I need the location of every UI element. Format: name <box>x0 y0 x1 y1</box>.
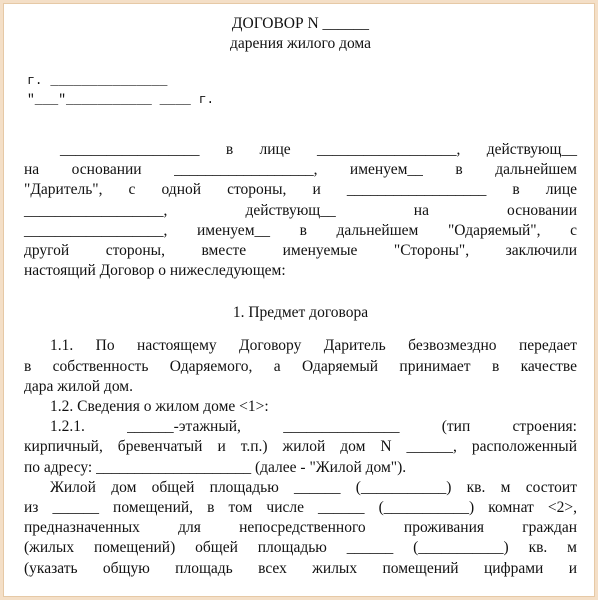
clause-line: 1.1. По настоящему Договору Даритель безвозмездно передает <box>50 337 577 355</box>
clause-line: предназначенных для непосредственного проживания граждан <box>24 519 577 537</box>
intro-line: настоящий Договор о нижеследующем: <box>24 262 286 280</box>
clause-line: 1.2. Сведения о жилом доме <1>: <box>50 398 269 416</box>
clause-1-2 <box>24 397 577 417</box>
clause-line: Жилой дом общей площадью ______ (___________) кв. м состоит <box>50 478 577 496</box>
house-area-paragraph <box>24 478 577 579</box>
clause-line: 1.2.1. ______-этажный, _______________ (тип строения: <box>50 418 577 436</box>
date-line: "___"___________ ____ г. <box>27 92 215 107</box>
clause-line: (указать общую площадь всех жилых помещений цифрами и <box>24 559 577 577</box>
clause-1-2-1 <box>24 417 577 478</box>
intro-line: __________________ в лице __________________, действующ__ <box>60 141 577 158</box>
place-line: г. _______________ <box>27 73 168 88</box>
intro-line: "Даритель", с одной стороны, и __________________ в лице <box>24 181 577 199</box>
clause-line: дара жилой дом. <box>24 377 133 395</box>
clause-line: по адресу: ____________________ (далее - "Жилой дом"). <box>24 458 407 476</box>
clause-line: (жилых помещений) общей площадью ______ (___________) кв. м <box>24 539 577 557</box>
document-page <box>3 3 595 597</box>
intro-line: __________________, именуем__ в дальнейшем "Одаряемый", с <box>24 221 577 239</box>
clause-line: из ______ помещений, в том числе ______ (___________) комнат <2>, <box>24 499 577 517</box>
intro-line: __________________, действующ__ на основании <box>24 201 577 219</box>
place-date-block <box>24 71 577 109</box>
contract-subtitle: дарения жилого дома <box>230 35 371 52</box>
clause-1-1 <box>24 336 577 397</box>
intro-line: другой стороны, вместе именуемые "Стороны", заключили <box>24 242 577 260</box>
section-heading: 1. Предмет договора <box>232 304 369 322</box>
clause-line: кирпичный, бревенчатый и т.п.) жилой дом N ______, расположенный <box>24 438 577 456</box>
contract-title: ДОГОВОР N ______ <box>231 15 370 32</box>
intro-line: на основании __________________, именуем__ в дальнейшем <box>24 161 577 179</box>
clause-line: в собственность Одаряемого, а Одаряемый принимает в качестве <box>24 357 577 375</box>
intro-paragraph <box>24 140 577 281</box>
